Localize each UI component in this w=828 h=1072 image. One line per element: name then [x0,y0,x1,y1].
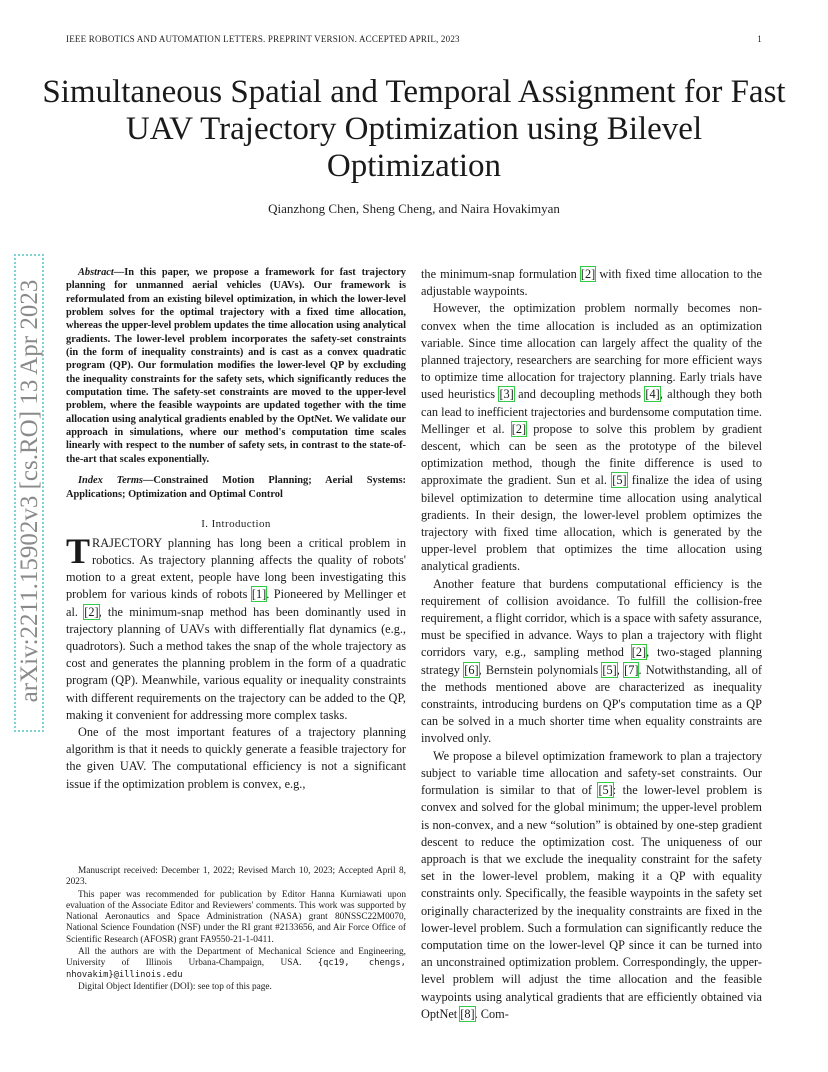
citation-link[interactable]: [5] [602,662,617,677]
right-paragraph-1 [421,266,762,300]
citation-link[interactable]: [5] [598,783,613,798]
author-emails[interactable]: {qc19, chengs, nhovakim}@illinois.edu [66,958,406,980]
text-run: . Pioneered by Mellinger et al. [66,587,406,619]
section-heading: I. Introduction [201,517,271,530]
footnotes [66,866,406,994]
running-header [66,34,762,44]
text-run: RAJECTORY planning has long been a critical problem in robotics. As trajectory planning affects the quality of robots' motion to a great extent, people have long been investigating this problem for various kinds of robots [66,535,406,602]
text-run: the minimum-snap formulation [421,267,581,281]
citation-link[interactable]: [7] [624,662,639,677]
index-terms [66,474,406,501]
citation-link[interactable]: [2] [631,645,647,660]
citation-link[interactable]: [6] [464,662,479,677]
arxiv-stamp[interactable]: arXiv:2211.15902v3 [cs.RO] 13 Apr 2023 [16,279,43,703]
intro-paragraph-1 [66,530,406,724]
abstract-label: Abstract [78,267,114,278]
text-run: : the lower-level problem is convex and solved for the global minimum; the upper-level problem is non-convex, and a new “solution” is obtained by one-step gradient descent to reduce the optimization cost. The uniqueness of our approach is that we exclude the inequality constraint for the safety set in the lower-level problem, making it a QP with equality constraints only. Specifically, the feasible waypoints in the safety set originally characterized by the inequality constraints are fixed in the lower-level problem. Such a formulation can significantly reduce the computation time on the lower-level QP since it can be turned into an unconstrained optimization problem. Correspondingly, the upper-level problem will adjust the time allocation and the feasible waypoints using analytical gradients that are efficiently obtained via OptNet [421,783,762,1021]
footnote-manuscript: Manuscript received: December 1, 2022; Revised March 10, 2023; Accepted April 8, 2023. [66,866,406,888]
footnote-doi: Digital Object Identifier (DOI): see top of this page. [78,981,272,992]
citation-link[interactable]: [2] [511,421,527,436]
citation-link[interactable]: [3] [499,387,514,402]
paper-title: Simultaneous Spatial and Temporal Assignment for Fast UAV Trajectory Optimization using Bilevel Optimization [42,74,786,184]
page-number: 1 [757,34,762,44]
footnote-affiliation [66,947,406,981]
intro-paragraph-2: One of the most important features of a trajectory planning algorithm is that it needs to quickly generate a feasible trajectory for the given UAV. The computational efficiency is not a significant issue if the optimization problem is convex, e.g., [66,725,406,791]
footnote-funding: This paper was recommended for publication by Editor Hanna Kurniawati upon evaluation of the Associate Editor and Reviewers' comments. This work was supported by National Aeronautics and Space Administration (NASA) grant 80NSSC22M0070, National Science Foundation (NSF) under the RI grant #2133656, and Air Force Office of Scientific Research (AFOSR) grant FA9550-21-1-0411. [66,889,406,945]
text-run: . Notwithstanding, all of the methods mentioned above are characterized as inequality constraints, introducing burdens on QP's computation time as a QP can be solved in a much shorter time when equality constraints are involved only. [421,662,762,746]
text-run: propose to solve this problem by gradient descent, which can be seen as the prototype of the bilevel optimization method, though the finite difference is used to approximate the gradient. Sun et al. [421,421,762,488]
right-paragraph-2 [421,300,762,575]
index-terms-text: —Constrained Motion Planning; Aerial Systems: Applications; Optimization and Optimal Control [66,475,406,500]
right-column [421,266,762,1023]
text-run: Another feature that burdens computational efficiency is the requirement of collision avoidance. To fulfill the collision-free requirement, a flight corridor, which is a space with safety assurance, must be specified in advance. Ways to plan a trajectory with flight corridors vary, e.g., sampling method [421,576,762,660]
text-run: We propose a bilevel optimization framework to plan a trajectory subject to variable time allocation and safety-set constraints. Our formulation is similar to that of [421,748,762,798]
text-run: , Bernstein polynomials [478,662,603,677]
text-run: , [616,662,625,677]
left-column [66,266,406,793]
citation-link[interactable]: [2] [84,604,99,619]
citation-link[interactable]: [8] [460,1006,475,1021]
abstract-text: —In this paper, we propose a framework for fast trajectory planning for unmanned aerial vehicles (UAVs). Our framework is reformulated from an existing bilevel optimization, in which the lower-level problem solves for the optimal trajectory with a fixed time allocation, whereas the upper-level problem updates the time allocation using analytical gradients. The lower-level problem incorporates the safety-set constraints (in the form of inequality constraints) and is cast as a convex quadratic program (QP). Our formulation modifies the lower-level QP by excluding the inequality constraints for the safety sets, which significantly reduces the computation time. The safety-set constraints are moved to the upper-level problem, where the feasible waypoints are updated together with the time allocation using analytical gradients enabled by the OptNet. We validate our approach in simulations, where our method's computation time scales linearly with respect to the number of safety sets, in contrast to the state-of-the-art that scales exponentially. [66,267,406,465]
citation-link[interactable]: [2] [580,267,596,281]
drop-cap: T [66,530,91,571]
citation-link[interactable]: [1] [251,587,267,602]
text-run: , the minimum-snap method has been dominantly used in trajectory planning of UAVs with differentially flat dynamics (e.g., quadrotors). Such a method takes the snap of the whole trajectory as cost and generates the planning problem in the form of a quadratic program (QP). Meanwhile, various equality or inequality constraints with different requirements on the trajectory can be added to the QP, making it convenient for addressing more complex tasks. [66,604,406,722]
text-run: However, the optimization problem normally becomes non-convex when the time allocation is included as an optimization variable. Since time allocation can largely affect the quality of the planned trajectory, researchers are searching for more efficient ways to optimize time allocation for trajectory planning. Early trials have used heuristics [421,301,762,402]
index-terms-label: Index Terms [78,475,143,487]
text-run: , although they both can lead to inefficient trajectories and burdensome computation time. Mellinger et al. [421,387,762,436]
right-paragraph-3 [421,576,762,748]
journal-name: IEEE ROBOTICS AND AUTOMATION LETTERS. PREPRINT VERSION. ACCEPTED APRIL, 2023 [66,34,460,44]
text-run: with fixed time allocation to the adjustable waypoints. [421,267,762,299]
right-paragraph-4 [421,748,762,1023]
text-run: . Com- [474,1006,509,1021]
text-run: and decoupling methods [513,387,646,402]
citation-link[interactable]: [5] [612,473,627,488]
affiliation-text: All the authors are with the Department of Mechanical Science and Engineering, University of Illinois Urbana-Champaign, USA. [66,947,406,969]
abstract [66,266,406,466]
citation-link[interactable]: [4] [645,387,660,402]
text-run: finalize the idea of using bilevel optimization to determine time allocation using analytical gradients. In their design, the lower-level problem optimizes the trajectory with fixed time allocation, which is generated by the upper-level problem that optimizes the time allocation using analytical gradients. [421,473,762,574]
author-list: Qianzhong Chen, Sheng Cheng, and Naira Hovakimyan [268,201,560,216]
text-run: , two-staged planning strategy [421,645,762,677]
